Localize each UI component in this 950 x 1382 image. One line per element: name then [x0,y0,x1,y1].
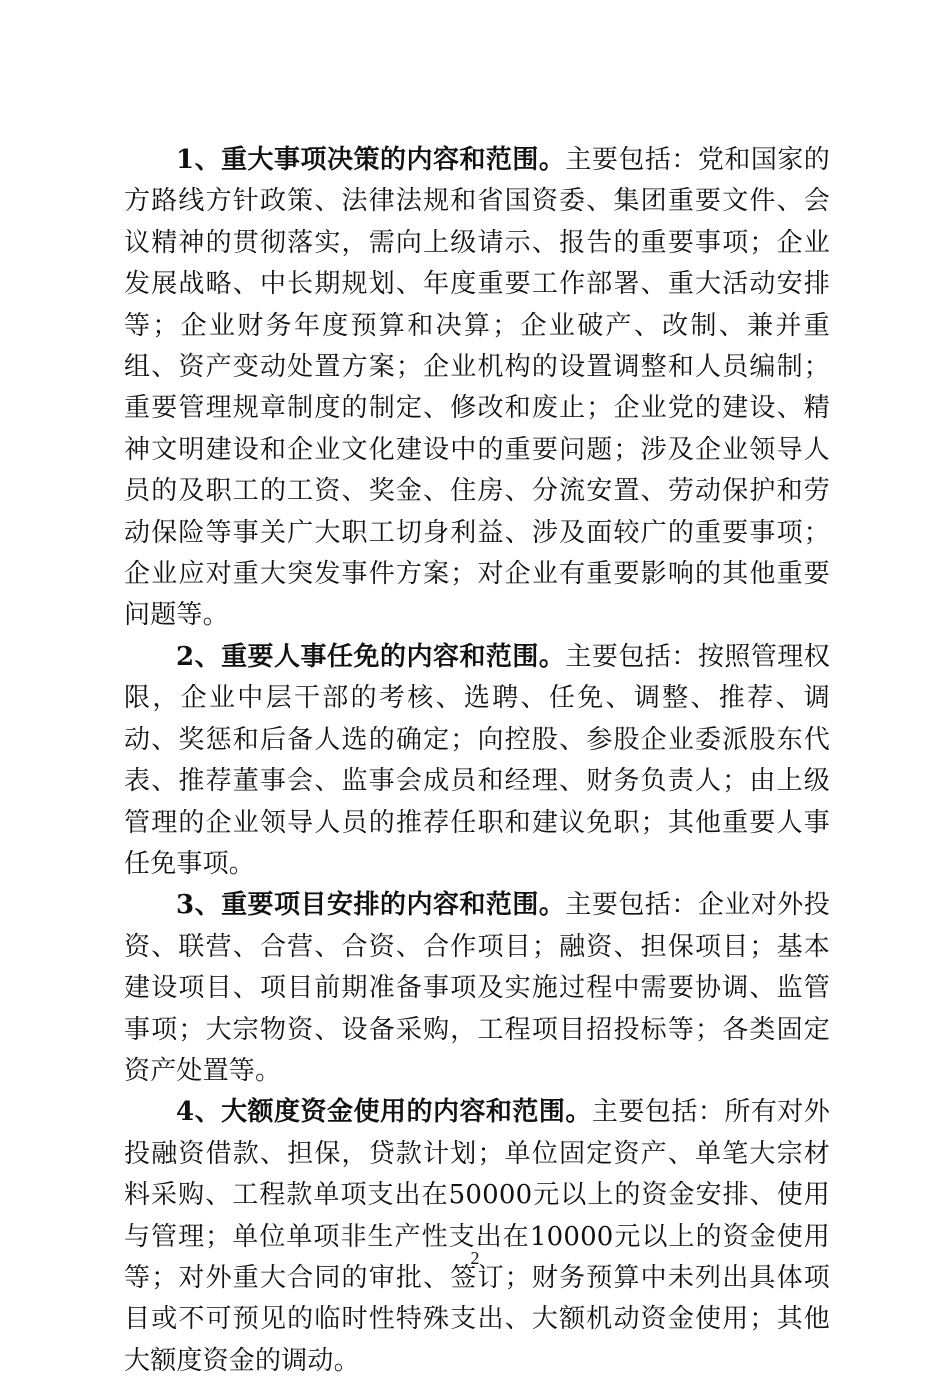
paragraph-heading: 3、重要项目安排的内容和范围。 [176,890,566,921]
paragraph-heading: 2、重要人事任免的内容和范围。 [176,641,566,672]
paragraph-heading: 1、重大事项决策的内容和范围。 [176,145,566,175]
paragraph-body: 主要包括：党和国家的方路线方针政策、法律法规和省国资委、集团重要文件、会议精神的贯彻落实，需向上级请示、报告的重要事项；企业发展战略、中长期规划、年度重要工作部署、重大活动安排等；企业财务年度预算和决算；企业破产、改制、兼并重组、资产变动处置方案；企业机构的设置调整和人员编制；重要管理规章制度的制定、修改和废止；企业党的建设、精神文明建设和企业文化建设中的重要问题；涉及企业领导人员的及职工的工资、奖金、住房、分流安置、劳动保护和劳动保险等事关广大职工切身利益、涉及面较广的重要事项；企业应对重大突发事件方案；对企业有重要影响的其他重要问题等。 [124,145,830,631]
paragraph-body: 主要包括：企业对外投资、联营、合营、合资、合作项目；融资、担保项目；基本建设项目、项目前期准备事项及实施过程中需要协调、监管事项；大宗物资、设备采购，工程项目招投标等；各类固定资产处置等。 [124,890,830,1086]
paragraph-large-funds [124,1092,830,1382]
paragraph-project-arrangements [124,885,830,1092]
paragraph-heading: 4、大额度资金使用的内容和范围。 [176,1097,592,1128]
page-number: 2 [470,1248,480,1268]
paragraph-body: 主要包括：按照管理权限，企业中层干部的考核、选聘、任免、调整、推荐、调动、奖惩和后备人选的确定；向控股、参股企业委派股东代表、推荐董事会、监事会成员和经理、财务负责人；由上级管理的企业领导人员的推荐任职和建议免职；其他重要人事任免事项。 [124,641,830,879]
paragraph-personnel-appointments [124,637,830,885]
document-body [124,140,830,1382]
paragraph-body: 主要包括：所有对外投融资借款、担保，贷款计划；单位固定资产、单笔大宗材料采购、工程款单项支出在50000元以上的资金安排、使用与管理；单位单项非生产性支出在10000元以上的资金使用等；对外重大合同的审批、签订；财务预算中未列出具体项目或不可预见的临时性特殊支出、大额机动资金使用；其他大额度资金的调动。 [124,1097,830,1376]
paragraph-major-decisions [124,140,830,637]
